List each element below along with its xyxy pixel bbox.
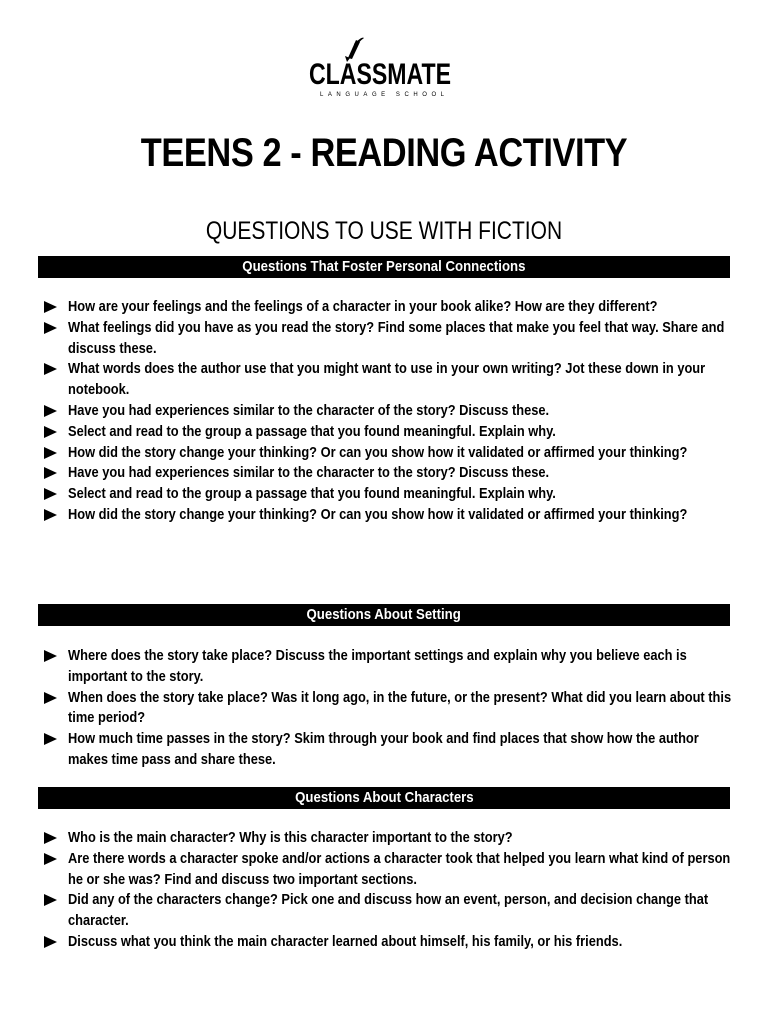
triangle-bullet-icon — [44, 405, 57, 417]
section-header-setting — [38, 604, 730, 626]
triangle-bullet-icon — [44, 467, 57, 479]
list-item: Have you had experiences similar to the character of the story? Discuss these. — [44, 401, 744, 422]
page-title: TEENS 2 - READING ACTIVITY — [140, 131, 628, 175]
classmate-logo — [290, 36, 470, 100]
question-list-personal-connections — [44, 297, 744, 526]
list-item: When does the story take place? Was it long ago, in the future, or the present? What did you learn about this time period? — [44, 688, 744, 730]
list-item: How much time passes in the story? Skim through your book and find places that show how the author makes time pass and share these. — [44, 729, 744, 771]
triangle-bullet-icon — [44, 733, 57, 745]
triangle-bullet-icon — [44, 301, 57, 313]
triangle-bullet-icon — [44, 509, 57, 521]
triangle-bullet-icon — [44, 650, 57, 662]
triangle-bullet-icon — [44, 447, 57, 459]
list-item: What feelings did you have as you read the story? Find some places that make you feel that way. Share and discuss these. — [44, 318, 744, 360]
triangle-bullet-icon — [44, 832, 57, 844]
list-item: Did any of the characters change? Pick one and discuss how an event, person, and decision change that character. — [44, 890, 744, 932]
page-subtitle: QUESTIONS TO USE WITH FICTION — [205, 217, 563, 245]
section-header-characters — [38, 787, 730, 809]
list-item: How did the story change your thinking? Or can you show how it validated or affirmed your thinking? — [44, 505, 744, 526]
list-item: Select and read to the group a passage that you found meaningful. Explain why. — [44, 484, 744, 505]
section-header-label: Questions That Foster Personal Connections — [242, 258, 526, 275]
triangle-bullet-icon — [44, 426, 57, 438]
section-header-label: Questions About Setting — [306, 606, 462, 623]
triangle-bullet-icon — [44, 692, 57, 704]
logo-wordmark: CLASSMATE — [309, 58, 451, 91]
triangle-bullet-icon — [44, 363, 57, 375]
list-item: How did the story change your thinking? Or can you show how it validated or affirmed your thinking? — [44, 443, 744, 464]
question-list-characters — [44, 828, 744, 953]
list-item: Where does the story take place? Discuss the important settings and explain why you believe each is important to the story. — [44, 646, 744, 688]
list-item: Who is the main character? Why is this character important to the story? — [44, 828, 744, 849]
list-item: Discuss what you think the main character learned about himself, his family, or his friends. — [44, 932, 744, 953]
logo-tagline: LANGUAGE SCHOOL — [320, 92, 444, 98]
list-item: Are there words a character spoke and/or actions a character took that helped you learn what kind of person he or she was? Find and discuss two important sections. — [44, 849, 744, 891]
triangle-bullet-icon — [44, 936, 57, 948]
list-item: What words does the author use that you might want to use in your own writing? Jot these down in your notebook. — [44, 359, 744, 401]
list-item: Have you had experiences similar to the character to the story? Discuss these. — [44, 463, 744, 484]
list-item: Select and read to the group a passage that you found meaningful. Explain why. — [44, 422, 744, 443]
question-list-setting — [44, 646, 744, 771]
section-header-label: Questions About Characters — [294, 789, 474, 806]
triangle-bullet-icon — [44, 894, 57, 906]
list-item: How are your feelings and the feelings of a character in your book alike? How are they different? — [44, 297, 744, 318]
triangle-bullet-icon — [44, 322, 57, 334]
section-header-personal-connections — [38, 256, 730, 278]
triangle-bullet-icon — [44, 488, 57, 500]
triangle-bullet-icon — [44, 853, 57, 865]
